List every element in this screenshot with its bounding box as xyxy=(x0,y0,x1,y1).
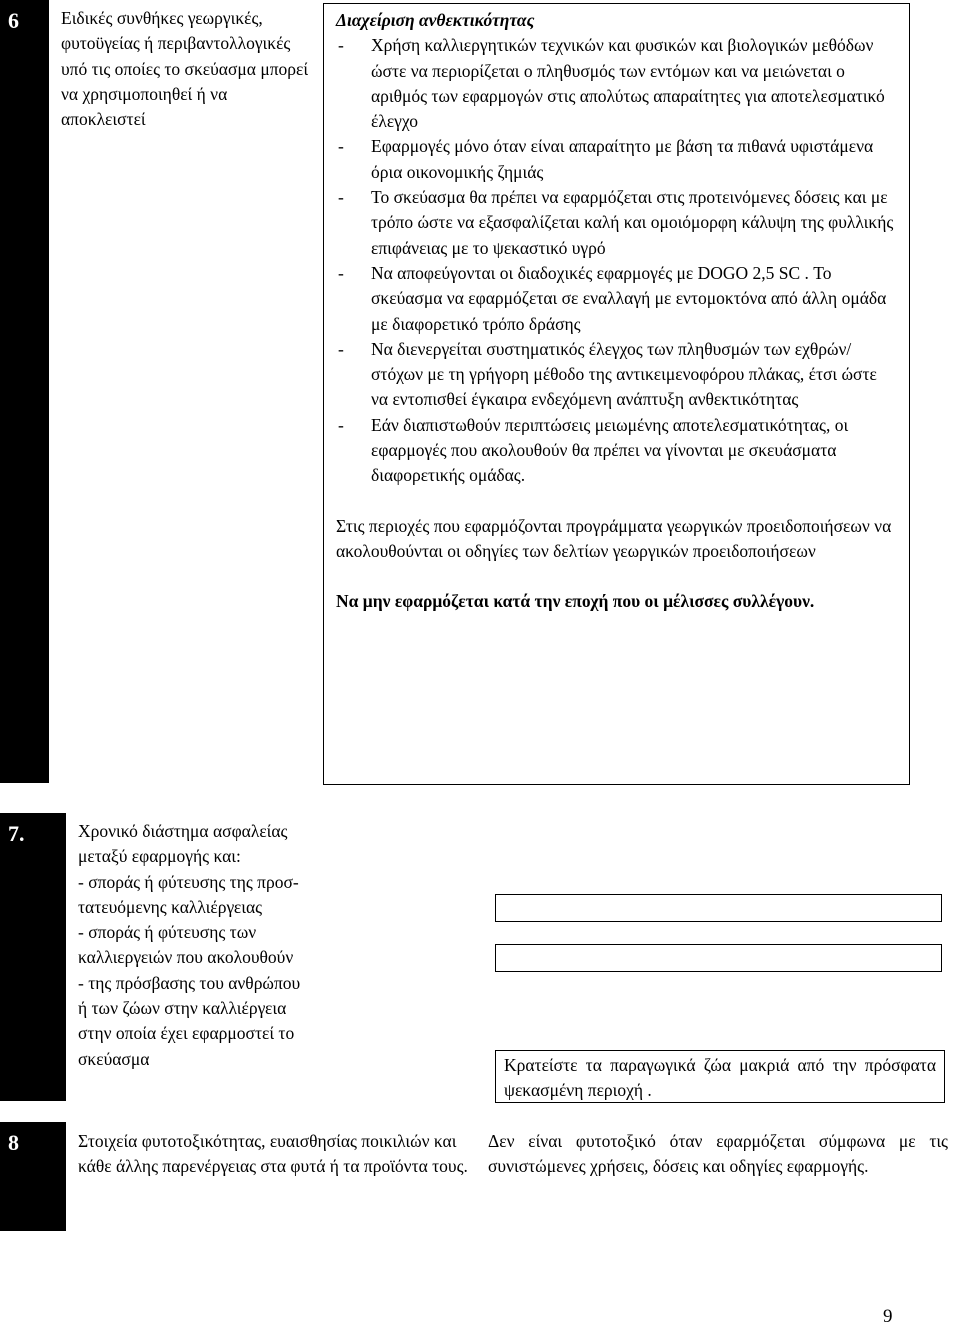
resistance-heading: Διαχείριση ανθεκτικότητας xyxy=(336,10,535,30)
section-6-number xyxy=(0,0,49,783)
bullet-item xyxy=(336,185,897,261)
bullet-dash: - xyxy=(338,187,344,208)
label-line: μεταξύ εφαρμογής και: xyxy=(78,846,241,867)
warnings-paragraph: Στις περιοχές που εφαρμόζονται προγράμματα γεωργικών προειδοποιήσεων να ακολουθούνται οι οδηγίες των δελτίων γεωργικών προειδοποιήσεων xyxy=(336,515,892,561)
bullet-text: Χρήση καλλιεργητικών τεχνικών και φυσικών και βιολογικών μεθόδων ώστε να περιορίζεται ο πληθυσμός των εντόμων και να μειώνεται ο αριθμός των εφαρμογών στις απολύτως απαραίτητες για αποτελεσματικό έλεγχο xyxy=(371,35,885,132)
page-number: 9 xyxy=(883,1306,893,1327)
interval-field-2[interactable] xyxy=(495,944,942,972)
section-7-number xyxy=(0,813,66,1101)
bullet-item xyxy=(336,413,897,489)
bullet-text: Το σκεύασμα θα πρέπει να εφαρμόζεται στις προτεινόμενες δόσεις και με τρόπο ώστε να εξασφαλίζεται καλή και ομοιόμορφη κάλυψη της φυλλικής επιφάνειας με το ψεκαστικό υγρό xyxy=(371,187,894,258)
label-line: - σποράς ή φύτευσης της προσ- xyxy=(78,871,299,892)
label-line: ή των ζώων στην καλλιέργεια xyxy=(78,998,287,1019)
bullet-text: Να αποφεύγονται οι διαδοχικές εφαρμογές με DOGO 2,5 SC . Το σκεύασμα να εφαρμόζεται σε εναλλαγή με εντομοκτόνα από άλλη ομάδα με διαφορετικό τρόπο δράσης xyxy=(371,262,887,334)
label-line: καλλιεργειών που ακολουθούν xyxy=(78,947,294,968)
bullet-dash: - xyxy=(338,338,344,359)
animals-note-box xyxy=(495,1050,945,1103)
bees-warning: Να μην εφαρμόζεται κατά την εποχή που οι μέλισσες συλλέγουν. xyxy=(336,591,815,612)
bullet-dash: - xyxy=(338,262,344,283)
bullet-text: Εάν διαπιστωθούν περιπτώσεις μειωμένης αποτελεσματικότητας, οι εφαρμογές που ακολουθούν θα πρέπει να γίνονται με σκευάσματα διαφορετικής ομάδας. xyxy=(371,414,849,486)
bullet-text: Να διενεργείται συστηματικός έλεγχος των πληθυσμών των εχθρών/στόχων με τη γρήγορη μέθοδο της αντικειμενοφόρου πλάκας, έτσι ώστε να εντοπισθεί έγκαιρα ενδεχόμενη ανάπτυξη ανθεκτικότητας xyxy=(371,338,877,410)
label-line: Χρονικό διάστημα ασφαλείας xyxy=(78,821,288,841)
section-8-number xyxy=(0,1122,66,1231)
bullet-dash: - xyxy=(338,414,344,435)
section-6-number-text: 6 xyxy=(8,8,19,33)
label-line: τατευόμενης καλλιέργειας xyxy=(78,896,263,917)
bullet-dash: - xyxy=(338,136,344,157)
section-6-content-box xyxy=(323,3,910,785)
bullet-item xyxy=(336,337,897,413)
label-line: σκεύασμα xyxy=(78,1048,150,1069)
interval-field-1[interactable] xyxy=(495,894,942,922)
section-8-number-text: 8 xyxy=(8,1130,19,1155)
section-8-label: Στοιχεία φυτοτοξικότητας, ευαισθησίας ποικιλιών και κάθε άλλης παρενέργειας στα φυτά ή τα προϊόντα τους. xyxy=(78,1131,468,1177)
bullet-item xyxy=(336,33,897,134)
section-7-label xyxy=(78,819,378,1072)
bullet-text: Εφαρμογές μόνο όταν είναι απαραίτητο με βάση τα πιθανά υφιστάμενα όρια οικονομικής ζημιάς xyxy=(371,136,874,182)
label-line: - της πρόσβασης του ανθρώπου xyxy=(78,972,301,993)
section-7-number-text: 7. xyxy=(8,821,25,846)
label-line: - σποράς ή φύτευσης των xyxy=(78,922,257,943)
section-8-value: Δεν είναι φυτοτοξικό όταν εφαρμόζεται σύμφωνα με τις συνιστώμενες χρήσεις, δόσεις και οδηγίες εφαρμογής. xyxy=(488,1131,948,1177)
bullet-dash: - xyxy=(338,35,344,56)
bullet-item xyxy=(336,261,897,337)
bullet-item xyxy=(336,134,897,185)
animals-note-text: Κρατείστε τα παραγωγικά ζώα μακριά από την πρόσφατα ψεκασμένη περιοχή . xyxy=(504,1055,936,1101)
label-line: στην οποία έχει εφαρμοστεί το xyxy=(78,1023,295,1044)
section-6-label: Ειδικές συνθήκες γεωργικές, φυτοϋγείας ή περιβαντολλογικές υπό τις οποίες το σκεύασμα μπορεί να χρησιμοποιηθεί ή να αποκλειστεί xyxy=(61,8,309,130)
